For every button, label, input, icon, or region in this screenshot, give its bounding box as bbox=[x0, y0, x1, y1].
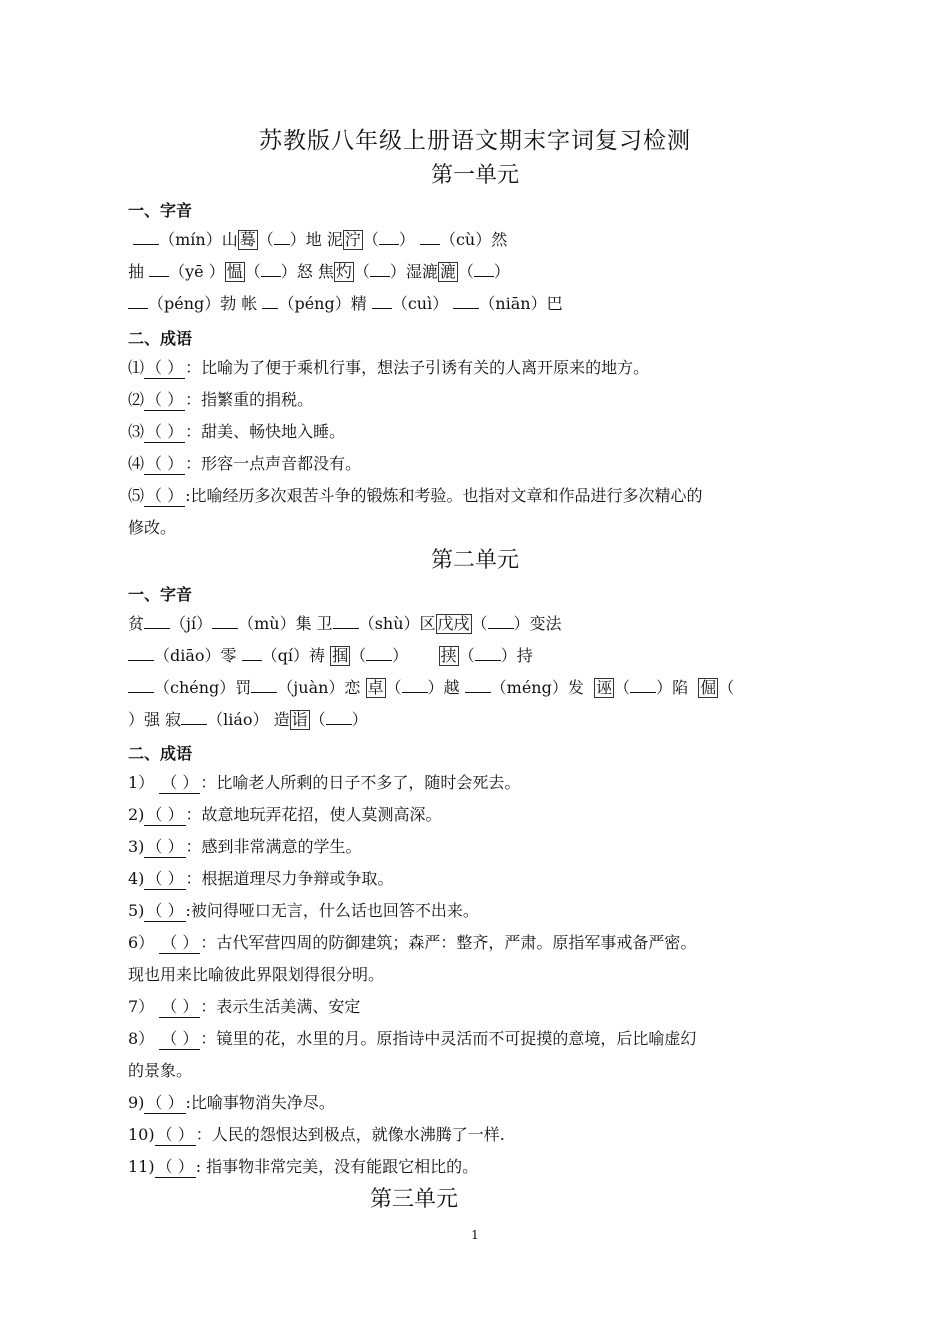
unit1-zi-yin-heading: 一、字音 bbox=[128, 201, 193, 220]
page-number: 1 bbox=[471, 1228, 479, 1242]
unit2-idiom-8-cont: 的景象。 bbox=[128, 1061, 193, 1080]
answer-blank[interactable] bbox=[149, 261, 169, 277]
unit2-idiom-5: 5) （ ） :被问得哑口无言，什么话也回答不出来。 bbox=[128, 901, 479, 920]
answer-blank[interactable] bbox=[242, 645, 262, 661]
unit2-zi-yin-line-2: （diāo）零 （qí）祷 掴 （ ） 挟 （ ）持 bbox=[128, 645, 838, 666]
unit1-idiom-4: ⑷ （ ） ：形容一点声音都没有。 bbox=[128, 454, 362, 473]
answer-blank[interactable] bbox=[366, 645, 392, 661]
idiom-answer-blank[interactable]: （ ） bbox=[146, 901, 184, 920]
idiom-answer-blank[interactable]: （ ） bbox=[146, 805, 184, 824]
idiom-answer-blank[interactable]: （ ） bbox=[146, 1093, 184, 1112]
boxed-char: 愠 bbox=[226, 262, 243, 281]
document-title: 苏教版八年级上册语文期末字词复习检测 bbox=[259, 128, 691, 154]
unit2-zi-yin-heading: 一、字音 bbox=[128, 585, 193, 604]
unit1-cheng-yu-heading: 二、成语 bbox=[128, 329, 193, 348]
answer-blank[interactable] bbox=[370, 261, 390, 277]
unit2-idiom-1: 1） （ ） ：比喻老人所剩的日子不多了，随时会死去。 bbox=[128, 773, 521, 792]
boxed-char: 卓 bbox=[367, 678, 384, 697]
answer-blank[interactable] bbox=[274, 229, 290, 245]
answer-blank[interactable] bbox=[128, 645, 154, 661]
unit2-zi-yin-line-4: ）强 寂 （liáo） 造 诣 （ ） bbox=[128, 710, 368, 729]
idiom-answer-blank[interactable]: （ ） bbox=[156, 1125, 194, 1144]
boxed-char: 诬 bbox=[596, 678, 613, 697]
answer-blank[interactable] bbox=[402, 677, 428, 693]
answer-blank[interactable] bbox=[475, 645, 501, 661]
idiom-answer-blank[interactable]: （ ） bbox=[161, 1029, 199, 1048]
answer-blank[interactable] bbox=[474, 261, 494, 277]
unit1-zi-yin-line-3: （péng）勃 帐 （péng）精 （cuì） （niān）巴 bbox=[128, 293, 838, 314]
unit2-idiom-2: 2) （ ） ：故意地玩弄花招，使人莫测高深。 bbox=[128, 805, 442, 824]
answer-blank[interactable] bbox=[128, 677, 154, 693]
answer-blank[interactable] bbox=[420, 229, 440, 245]
boxed-char: 漉 bbox=[439, 262, 456, 281]
answer-blank[interactable] bbox=[262, 293, 278, 309]
unit1-zi-yin-line-2: 抽 （yē ） 愠 （ ）怒 焦 灼 （ ）湿漉 漉 （ ） bbox=[128, 262, 510, 281]
boxed-char: 挟 bbox=[440, 646, 457, 665]
idiom-answer-blank[interactable]: （ ） bbox=[161, 997, 199, 1016]
boxed-char: 戊戌 bbox=[437, 614, 470, 633]
unit1-idiom-2: ⑵ （ ） ：指繁重的捐税。 bbox=[128, 390, 314, 409]
answer-blank[interactable] bbox=[379, 229, 399, 245]
unit2-idiom-8: 8） （ ） ：镜里的花，水里的月。原指诗中灵活而不可捉摸的意境，后比喻虚幻 bbox=[128, 1029, 697, 1048]
unit2-zi-yin-line-3: （chéng）罚 （juàn）恋 卓 （ ）越 （méng）发 诬 （ ）陷 倔 （ bbox=[128, 677, 838, 698]
boxed-char: 诣 bbox=[291, 710, 308, 729]
unit1-zi-yin-line-1: （mín）山 蓦 （ ）地 泥 泞 （ ） （cù）然 bbox=[128, 229, 838, 250]
unit2-idiom-4: 4) （ ） ：根据道理尽力争辩或争取。 bbox=[128, 869, 394, 888]
answer-blank[interactable] bbox=[326, 709, 352, 725]
unit3-title: 第三单元 bbox=[370, 1187, 459, 1212]
answer-blank[interactable] bbox=[251, 677, 277, 693]
answer-blank[interactable] bbox=[133, 229, 159, 245]
idiom-answer-blank[interactable]: （ ） bbox=[156, 1157, 194, 1176]
answer-blank[interactable] bbox=[144, 613, 170, 629]
boxed-char: 掴 bbox=[332, 646, 349, 665]
boxed-char: 倔 bbox=[700, 678, 717, 697]
unit2-zi-yin-line-1: 贫 （jí） （mù）集 卫 （shù）区 戊戌 （ ）变法 bbox=[128, 614, 562, 633]
idiom-answer-blank[interactable]: （ ） bbox=[146, 486, 184, 505]
answer-blank[interactable] bbox=[630, 677, 656, 693]
idiom-answer-blank[interactable]: （ ） bbox=[146, 390, 184, 409]
unit1-idiom-1: ⑴ （ ） ：比喻为了便于乘机行事，想法子引诱有关的人离开原来的地方。 bbox=[128, 358, 650, 377]
unit2-title: 第二单元 bbox=[430, 548, 519, 573]
idiom-answer-blank[interactable]: （ ） bbox=[146, 358, 184, 377]
answer-blank[interactable] bbox=[333, 613, 359, 629]
answer-blank[interactable] bbox=[488, 613, 514, 629]
unit1-title: 第一单元 bbox=[430, 163, 519, 188]
unit2-cheng-yu-heading: 二、成语 bbox=[128, 744, 193, 763]
idiom-answer-blank[interactable]: （ ） bbox=[146, 869, 184, 888]
boxed-char: 灼 bbox=[335, 262, 352, 281]
idiom-answer-blank[interactable]: （ ） bbox=[161, 773, 199, 792]
idiom-answer-blank[interactable]: （ ） bbox=[146, 837, 184, 856]
unit1-idiom-3: ⑶ （ ） ：甜美、畅快地入睡。 bbox=[128, 422, 346, 441]
answer-blank[interactable] bbox=[128, 293, 148, 309]
unit2-idiom-6-cont: 现也用来比喻彼此界限划得很分明。 bbox=[128, 965, 385, 984]
unit1-idiom-5: ⑸ （ ） :比喻经历多次艰苦斗争的锻炼和考验。也指对文章和作品进行多次精心的 bbox=[128, 486, 703, 505]
unit2-idiom-7: 7） （ ） ：表示生活美满、安定 bbox=[128, 997, 361, 1016]
answer-blank[interactable] bbox=[212, 613, 238, 629]
unit2-idiom-3: 3) （ ） ：感到非常满意的学生。 bbox=[128, 837, 362, 856]
boxed-char: 蓦 bbox=[239, 230, 256, 249]
unit2-idiom-6: 6） （ ） ：古代军营四周的防御建筑；森严：整齐，严肃。原指军事戒备严密。 bbox=[128, 933, 697, 952]
boxed-char: 泞 bbox=[344, 230, 361, 249]
answer-blank[interactable] bbox=[372, 293, 392, 309]
unit2-idiom-10: 10) （ ） ：人民的怨恨达到极点，就像水沸腾了一样. bbox=[128, 1125, 505, 1144]
idiom-answer-blank[interactable]: （ ） bbox=[146, 422, 184, 441]
unit1-idiom-5-cont: 修改。 bbox=[128, 518, 177, 537]
unit2-idiom-11: 11) （ ） : 指事物非常完美，没有能跟它相比的。 bbox=[128, 1157, 479, 1176]
answer-blank[interactable] bbox=[181, 709, 207, 725]
unit2-idiom-9: 9) （ ） :比喻事物消失净尽。 bbox=[128, 1093, 335, 1112]
answer-blank[interactable] bbox=[453, 293, 479, 309]
idiom-answer-blank[interactable]: （ ） bbox=[161, 933, 199, 952]
answer-blank[interactable] bbox=[261, 261, 281, 277]
answer-blank[interactable] bbox=[465, 677, 491, 693]
idiom-answer-blank[interactable]: （ ） bbox=[146, 454, 184, 473]
